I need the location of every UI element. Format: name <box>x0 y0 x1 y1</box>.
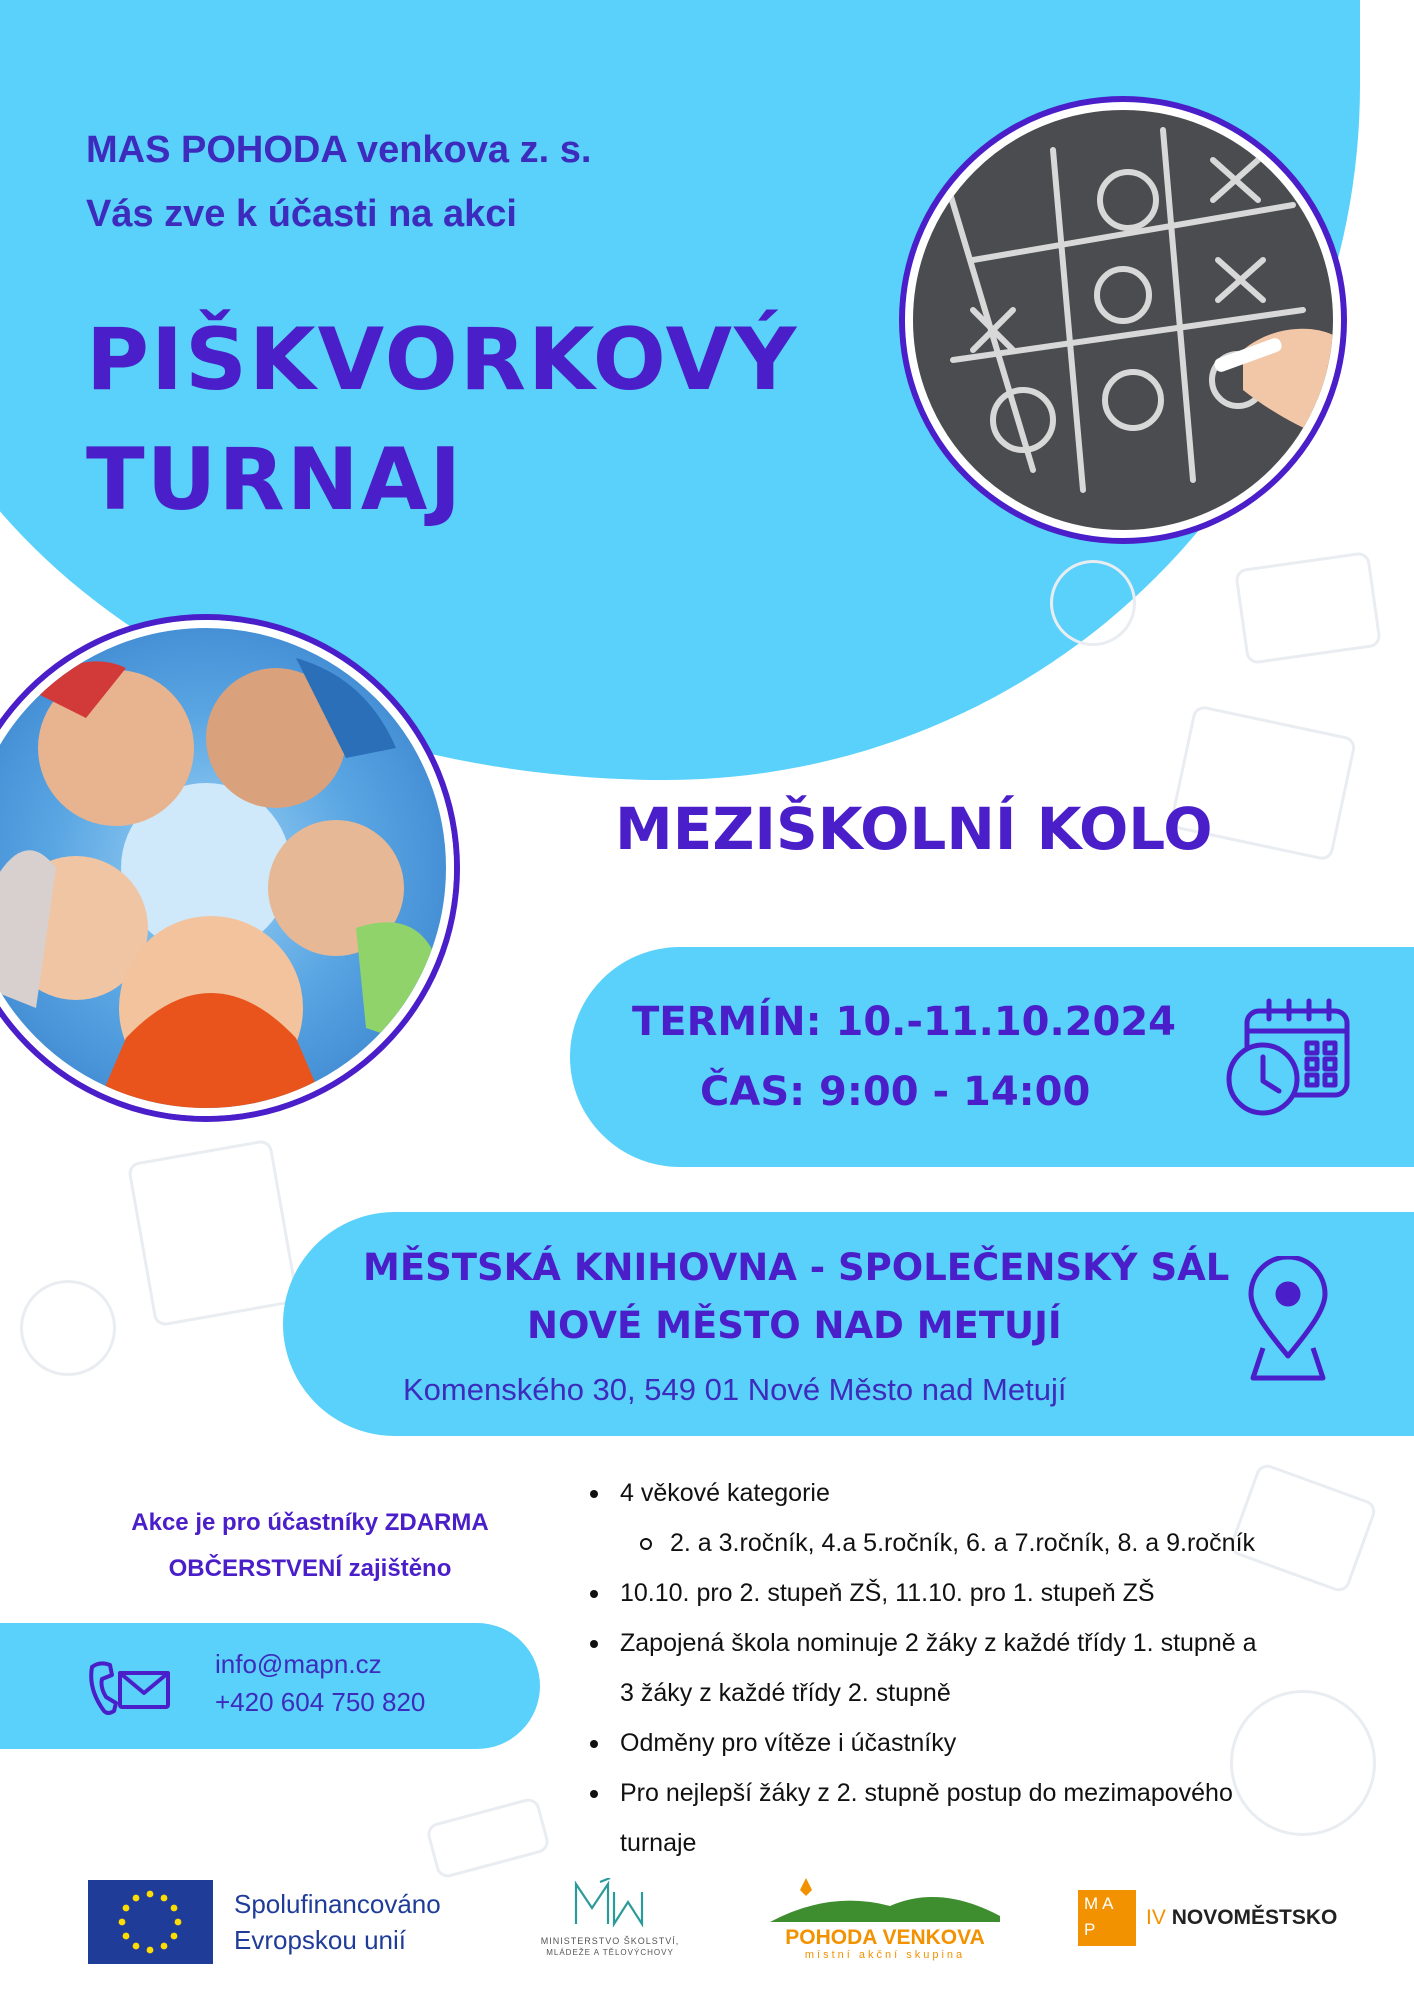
map-logo-letter: P <box>1084 1920 1096 1939</box>
children-circle-illustration <box>0 628 446 1108</box>
list-item <box>590 1768 1350 1868</box>
list-item <box>590 1618 1350 1718</box>
eu-stars-icon <box>88 1880 213 1964</box>
schedule-panel <box>570 947 1414 1167</box>
list-subitem: 2. a 3.ročník, 4.a 5.ročník, 6. a 7.ročník, 8. a 9.ročník <box>590 1518 1350 1568</box>
title-line-1: PIŠKVORKOVÝ <box>86 310 799 410</box>
list-item: 4 věkové kategorie <box>590 1468 1350 1518</box>
eu-flag-logo <box>88 1880 213 1964</box>
list-item: 10.10. pro 2. stupeň ZŠ, 11.10. pro 1. stupeň ZŠ <box>590 1568 1350 1618</box>
eu-cofunding-text <box>234 1886 441 1958</box>
map-region-name: NOVOMĚSTSKO <box>1171 1906 1338 1929</box>
eu-text-line: Spolufinancováno <box>234 1889 441 1919</box>
contact-phone[interactable]: +420 604 750 820 <box>215 1687 426 1717</box>
chalk-grid-illustration <box>913 110 1333 530</box>
refreshments-text: OBČERSTVENÍ zajištěno <box>168 1555 452 1582</box>
map-iv-label: IV <box>1146 1906 1166 1929</box>
msmt-text-line: MINISTERSTVO ŠKOLSTVÍ, <box>540 1936 680 1946</box>
background-doodle <box>20 1280 116 1376</box>
map-logo-square <box>1078 1890 1136 1946</box>
title-line-2: TURNAJ <box>86 430 464 530</box>
contact-panel <box>0 1623 540 1749</box>
list-item-line: turnaje <box>620 1829 697 1857</box>
free-admission-info <box>60 1500 560 1592</box>
contact-details <box>215 1645 425 1721</box>
venue-name: MĚSTSKÁ KNIHOVNA - SPOLEČENSKÝ SÁL <box>363 1246 1230 1289</box>
list-item-line: Zapojená škola nominuje 2 žáky z každé třídy 1. stupně a <box>620 1629 1257 1657</box>
msmt-monogram-icon <box>570 1878 650 1930</box>
background-doodle <box>127 1139 300 1328</box>
free-admission-text: Akce je pro účastníky ZDARMA <box>131 1509 489 1536</box>
invitation-text: Vás zve k účasti na akci <box>86 193 517 235</box>
event-date: TERMÍN: 10.-11.10.2024 <box>632 999 1177 1045</box>
background-doodle <box>1050 560 1136 646</box>
list-item-line: Pro nejlepší žáky z 2. stupně postup do mezimapového <box>620 1779 1233 1807</box>
venue-address: Komenského 30, 549 01 Nové Město nad Metují <box>403 1372 1067 1407</box>
event-details-list <box>590 1468 1350 1868</box>
venue-panel <box>283 1212 1414 1436</box>
background-doodle <box>1234 551 1382 665</box>
event-title <box>86 300 798 540</box>
map-logo-letters: MA <box>1084 1894 1118 1913</box>
list-item-line: 3 žáky z každé třídy 2. stupně <box>620 1679 951 1707</box>
list-item: Odměny pro vítěze i účastníky <box>590 1718 1350 1768</box>
pohoda-venkova-logo <box>770 1876 1000 1961</box>
phone-mail-icon <box>86 1659 172 1719</box>
organizer-name: MAS POHODA venkova z. s. <box>86 129 592 171</box>
intro-text <box>86 118 591 246</box>
eu-text-line: Evropskou unií <box>234 1925 406 1955</box>
pohoda-name: POHODA VENKOVA <box>785 1926 985 1949</box>
background-doodle <box>425 1796 552 1880</box>
tic-tac-toe-photo <box>905 102 1341 538</box>
calendar-clock-icon <box>1225 997 1355 1117</box>
round-subtitle: MEZIŠKOLNÍ KOLO <box>615 795 1213 863</box>
msmt-text-line: MLÁDEŽE A TĚLOVÝCHOVY <box>546 1948 674 1957</box>
location-pin-icon <box>1243 1256 1333 1386</box>
pohoda-subtitle: místní akční skupina <box>804 1949 966 1961</box>
msmt-logo <box>520 1878 700 1958</box>
map-novomestsko-text <box>1146 1906 1337 1930</box>
venue-town: NOVÉ MĚSTO NAD METUJÍ <box>527 1304 1062 1347</box>
hills-butterfly-icon <box>770 1876 1000 1922</box>
event-time: ČAS: 9:00 - 14:00 <box>700 1069 1091 1115</box>
contact-email[interactable]: info@mapn.cz <box>215 1649 382 1679</box>
